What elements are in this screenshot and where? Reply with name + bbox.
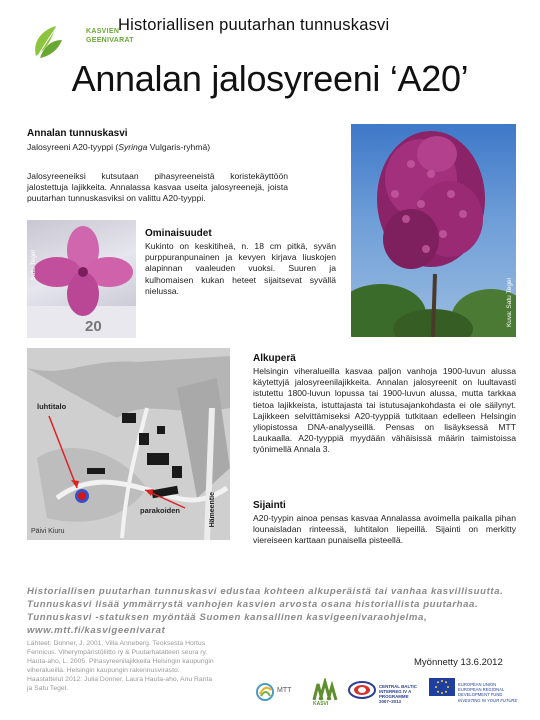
baltic-line1: CENTRAL BALTIC xyxy=(379,684,417,689)
header-title: Historiallisen puutarhan tunnuskasvi xyxy=(118,16,390,34)
baltic-emblem-icon xyxy=(347,678,377,708)
location-body: A20-tyypin ainoa pensas kasvaa Annalassa avoimella paikalla pihan lounaisladan rinteessä, luhtitalon liepeillä. Sijainti on merkitty viereiseen karttaan punaisella pisteellä. xyxy=(253,513,516,546)
baltic-line2: INTERREG IV A xyxy=(379,689,412,694)
eu-line2: EUROPEAN REGIONAL DEVELOPMENT FUND xyxy=(458,687,505,698)
eu-text xyxy=(458,682,536,712)
reference-line: Haastattelut 2012: Julia Donner, Laura Hauta-aho, Anu Ranta xyxy=(27,675,213,683)
logo-line2: GEENIVARAT xyxy=(86,37,134,44)
kasvi-text: KASVI xyxy=(313,701,329,707)
map-label-street: Hämeentie xyxy=(209,492,216,528)
ruler-number: 20 xyxy=(85,318,102,335)
mtt-logo xyxy=(255,678,301,708)
aerial-map-icon xyxy=(27,348,230,540)
baltic-line4: 2007–2013 xyxy=(379,699,401,704)
baltic-text xyxy=(379,684,427,714)
flower-closeup-photo xyxy=(27,220,136,338)
reference-line: viheralueilla. Helsingin kaupungin rakennusvirasto. xyxy=(27,666,180,674)
location-heading: Sijainti xyxy=(253,500,286,511)
map-credit: Päivi Kiuru xyxy=(31,528,65,535)
intro-subtitle xyxy=(27,142,327,153)
status-statement: Historiallisen puutarhan tunnuskasvi edustaa kohteen alkuperäistä tai vanhaa kasvillisuutta. Tunnuskasvi lisää ymmärrystä vanhojen kasvien arvosta osana historiallista puutarhaa. Tunnuskasvi -statuksen myöntää Suomen kansallinen kasvigeenivaraohjelma, www.mtt.fi/kasvigeenivarat xyxy=(27,586,504,636)
site-map xyxy=(27,348,230,540)
reference-line: ja Satu Tegel. xyxy=(27,684,69,692)
features-heading: Ominaisuudet xyxy=(145,228,212,239)
eu-line1: EUROPEAN UNION xyxy=(458,682,497,687)
map-label-luhtitalo: luhtitalo xyxy=(37,402,67,411)
logo-line1: KASVIEN xyxy=(86,28,120,35)
granted-date: Myönnetty 13.6.2012 xyxy=(414,657,503,668)
features-body: Kukinto on keskitiheä, n. 18 cm pitkä, syvän purppuranpunainen ja kevyen kirjava liuskojen alapinnan vaaleuden vuoksi. Suuren ja kulhomaisen kukan heteet sijaitsevat syvällä nielussa. xyxy=(145,241,336,296)
origin-heading: Alkuperä xyxy=(253,353,296,364)
intro-heading: Annalan tunnuskasvi xyxy=(27,128,128,139)
subtitle-genus: Syringa xyxy=(118,142,148,152)
partner-logos xyxy=(0,675,540,712)
eu-flag-icon xyxy=(429,678,455,696)
subtitle-pre: Jalosyreeni A20-tyyppi ( xyxy=(27,142,119,152)
reference-line: Fennicus. Viherympäristöliitto ry & Puutarhataiteen seura ry. xyxy=(27,648,208,656)
lilac-bloom-icon xyxy=(351,124,516,337)
mtt-text: MTT xyxy=(277,687,292,694)
page-title: Annalan jalosyreeni ‘A20’ xyxy=(71,58,469,99)
baltic-emblem xyxy=(347,678,377,708)
lilac-credit: Kuva: Satu Tegel xyxy=(506,277,513,327)
subtitle-post: Vulgaris-ryhmä) xyxy=(147,142,211,152)
flower-petals-icon xyxy=(27,220,136,338)
intro-body: Jalosyreeneiksi kutsutaan pihasyreeneistä koristekäyttöön jalostettuja lajikkeita. Annalassa kasvaa useita jalosyreenejä, joista puutarhan tunnuskasviksi on valittu A20-tyyppi. xyxy=(27,171,288,204)
kasvien-geenivarat-logo xyxy=(30,12,134,64)
kasvi-logo xyxy=(310,678,340,708)
origin-body: Helsingin viheralueilla kasvaa paljon vanhoja 1900-luvun alussa käytettyjä jalosyreenilajikkeita. Annalan jalosyreenit on luultavasti istutettu 1800-luvun lopussa tai 1900-luvun alussa, mutta tarkkaa tietoa lajikkeista, istuttajasta tai istutusajankohdasta ei ole säilynyt. Lajikkeen selvittämiseksi A20-tyyppiä tutkitaan edelleen Helsingin yliopistossa DNA-analyyseillä. Pensas on lisäyksessä MTT Laukaalla. A20-tyyppiä myydään vähäisissä määrin taimistoissa työnimellä Annala 3. xyxy=(253,366,516,455)
lilac-photo xyxy=(351,124,516,337)
flower-credit: Satu Tegel xyxy=(30,250,37,281)
eu-flag xyxy=(429,678,455,708)
baltic-line3: PROGRAMME xyxy=(379,694,409,699)
eu-line3: INVESTING IN YOUR FUTURE xyxy=(458,697,518,703)
reference-line: Hauta-aho, L. 2005. Pihasyreenilajikkeita Helsingin kaupungin xyxy=(27,657,214,665)
reference-line: Lähteet: Donner, J. 2001. Villa Anneberg. Teoksesta Hortus xyxy=(27,640,206,647)
map-label-parakoiden: parakoiden xyxy=(140,506,181,515)
